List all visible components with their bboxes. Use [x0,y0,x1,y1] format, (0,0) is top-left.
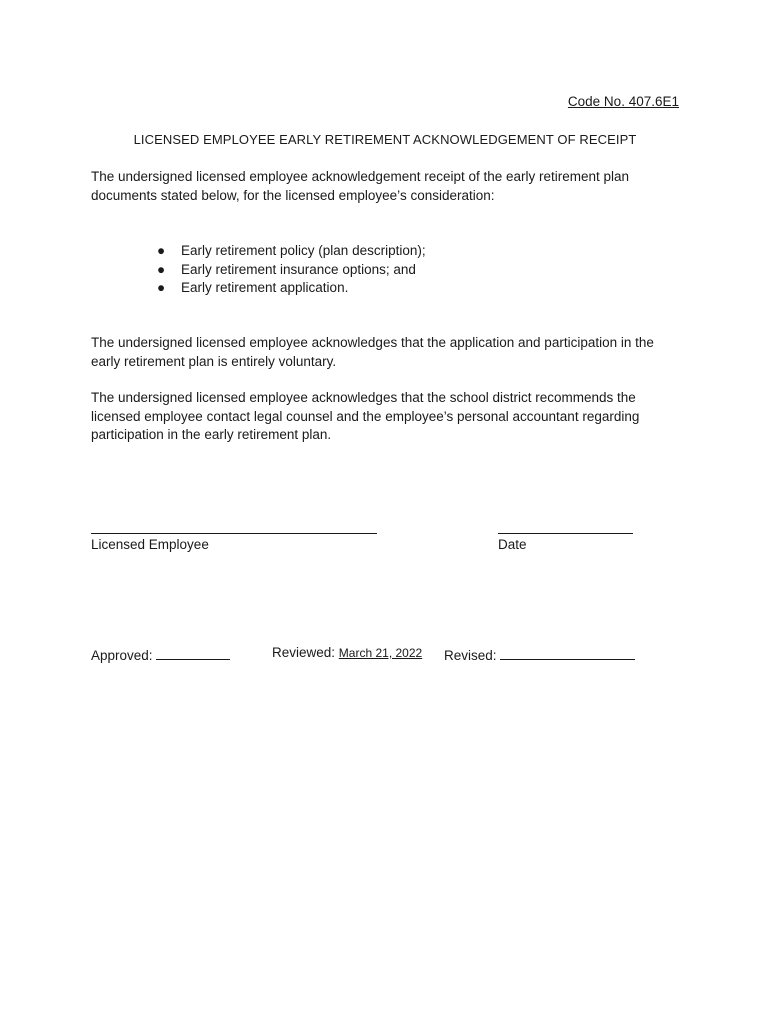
voluntary-paragraph: The undersigned licensed employee acknowledges that the application and participation in the early retirement plan is entirely voluntary. [91,335,654,369]
list-item-text: Early retirement insurance options; and [181,261,416,277]
list-item [157,279,426,298]
bullet-icon: ● [157,243,166,258]
reviewed-label: Reviewed: [272,645,336,660]
bullet-icon: ● [157,280,166,295]
code-number: Code No. 407.6E1 [567,94,679,109]
approved-field [91,645,230,663]
intro-paragraph: The undersigned licensed employee acknowledgement receipt of the early retirement plan documents stated below, for the licensed employee’s consideration: [91,169,630,203]
list-item [157,261,426,280]
bullet-icon: ● [157,261,166,277]
revised-field [444,645,635,663]
reviewed-date: March 21, 2022 [338,646,423,660]
list-item-text: Early retirement policy (plan description); [181,243,426,258]
approved-label: Approved: [91,648,153,663]
employee-signature-line[interactable] [91,533,377,534]
employee-signature-label: Licensed Employee [91,537,209,552]
document-title: LICENSED EMPLOYEE EARLY RETIREMENT ACKNOWLEDGEMENT OF RECEIPT [133,132,637,147]
counsel-paragraph: The undersigned licensed employee acknowledges that the school district recommends the licensed employee contact legal counsel and the employee’s personal accountant regarding participation in the early retirement plan. [91,390,640,442]
date-signature-line[interactable] [498,533,633,534]
revised-blank[interactable] [500,645,635,660]
document-list [157,242,426,298]
approval-footer [91,645,651,665]
list-item [157,242,426,261]
reviewed-field [272,645,422,660]
revised-label: Revised: [444,648,497,663]
date-label: Date [498,537,527,552]
list-item-text: Early retirement application. [181,280,349,295]
approved-blank[interactable] [156,645,230,660]
